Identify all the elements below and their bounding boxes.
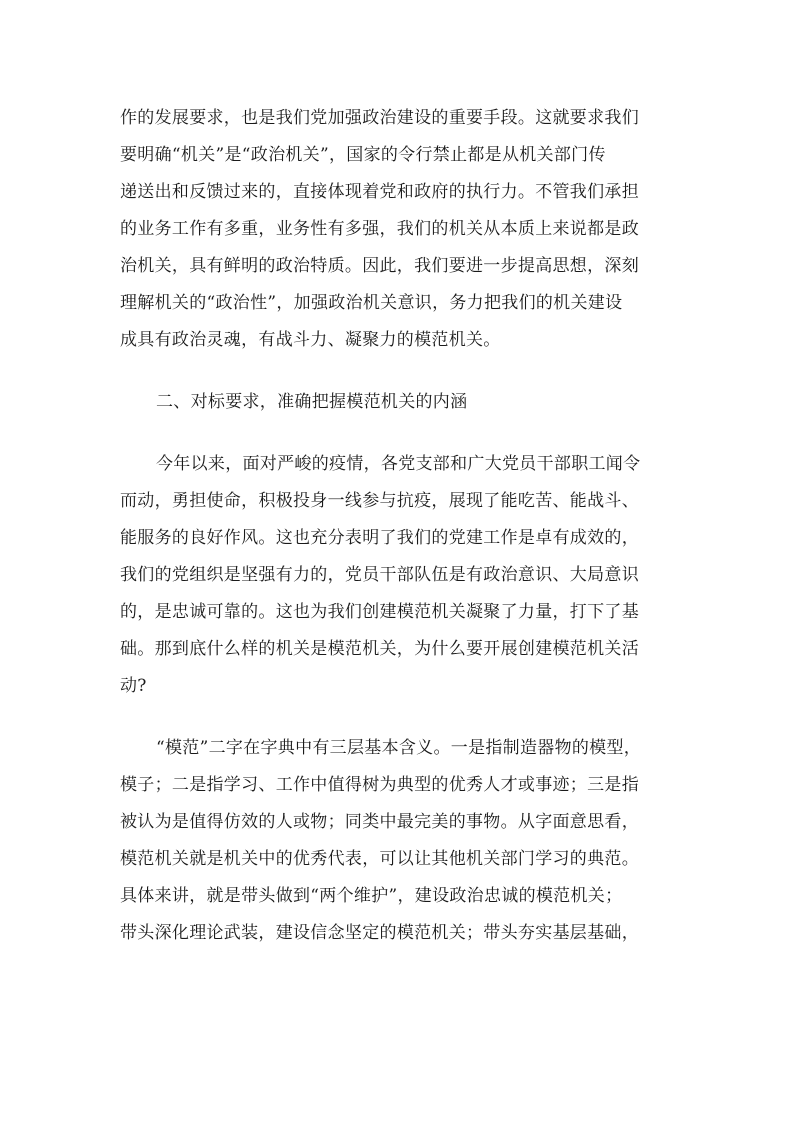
text-line: 的业务工作有多重，业务性有多强，我们的机关从本质上来说都是政 [120,219,639,239]
text-line: 治机关，具有鲜明的政治特质。因此，我们要进一步提高思想，深刻 [120,256,639,276]
text-line: 模子；二是指学习、工作中值得树为典型的优秀人才或事迹；三是指 [120,775,639,795]
text-line: “模范”二字在字典中有三层基本含义。一是指制造器物的模型， [156,738,642,758]
text-line: 今年以来，面对严峻的疫情，各党支部和广大党员干部职工闻令 [156,454,641,474]
text-line: 的，是忠诚可靠的。这也为我们创建模范机关凝聚了力量，打下了基 [120,602,639,622]
text-line: 础。那到底什么样的机关是模范机关，为什么要开展创建模范机关活 [120,639,639,659]
paragraph-political-organ [120,100,685,359]
text-line: 理解机关的“政治性”，加强政治机关意识，务力把我们的机关建设 [120,293,623,313]
paragraph-spacer [120,705,685,730]
text-line: 能服务的良好作风。这也充分表明了我们的党建工作是卓有成效的， [120,528,639,548]
document-body [120,100,685,952]
text-line: 要明确“机关”是“政治机关”，国家的令行禁止都是从机关部门传 [120,145,606,165]
text-line: 动? [120,676,147,696]
text-line: 带头深化理论武装，建设信念坚定的模范机关；带头夯实基层基础， [120,923,639,943]
text-line: 我们的党组织是坚强有力的，党员干部队伍是有政治意识、大局意识 [120,565,639,585]
section-heading-text: 二、对标要求，准确把握模范机关的内涵 [156,392,468,412]
paragraph-model-meaning [120,730,685,952]
text-line: 模范机关就是机关中的优秀代表，可以让其他机关部门学习的典范。 [120,849,639,869]
text-line: 具体来讲，就是带头做到“两个维护”，建设政治忠诚的模范机关； [120,886,623,906]
text-line: 被认为是值得仿效的人或物；同类中最完美的事物。从字面意思看， [120,812,639,832]
paragraph-epidemic [120,446,685,705]
text-line: 作的发展要求，也是我们党加强政治建设的重要手段。这就要求我们 [120,108,639,128]
paragraph-spacer [120,421,685,446]
text-line: 递送出和反馈过来的，直接体现着党和政府的执行力。不管我们承担 [120,182,639,202]
section-heading [120,384,685,421]
text-line: 而动，勇担使命，积极投身一线参与抗疫，展现了能吃苦、能战斗、 [120,491,639,511]
text-line: 成具有政治灵魂，有战斗力、凝聚力的模范机关。 [120,330,501,350]
paragraph-spacer [120,359,685,384]
